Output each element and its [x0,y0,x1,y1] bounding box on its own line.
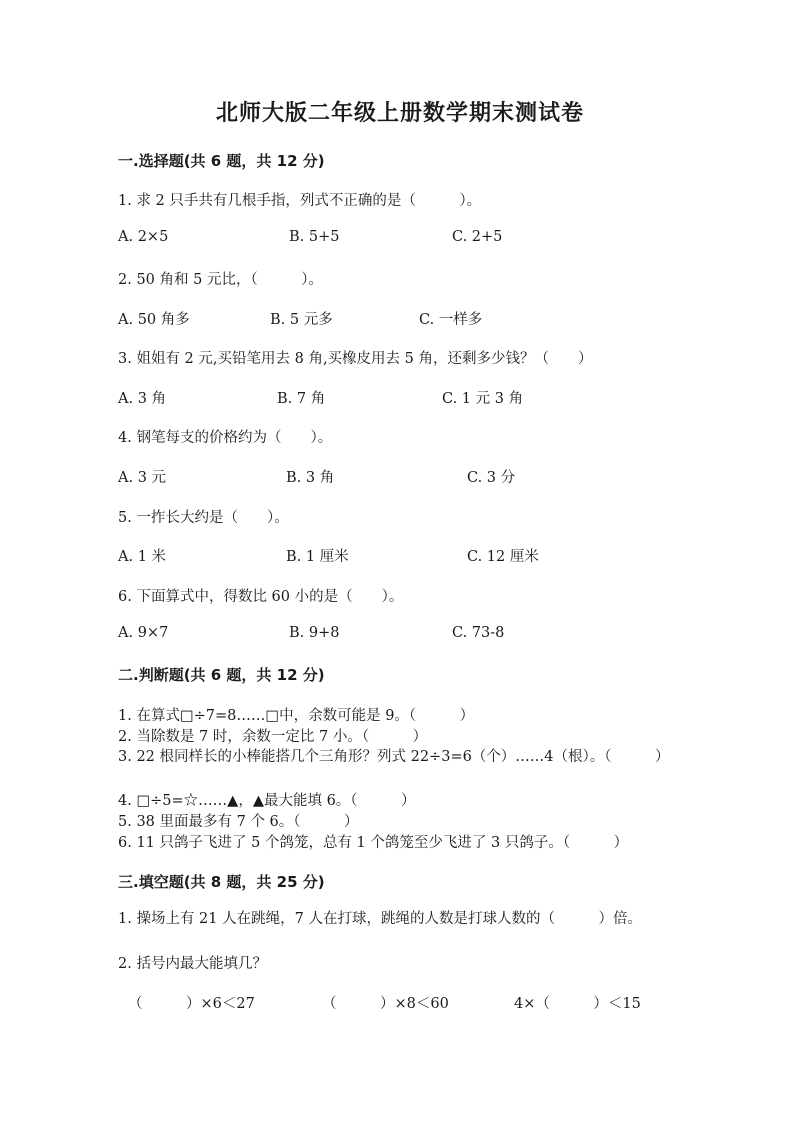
option-c: C. 3 分 [467,470,516,486]
option-c: C. 12 厘米 [467,549,539,565]
question-text: 5. 一拃长大约是（ ）。 [118,510,289,526]
section-heading-fill: 三.填空题(共 8 题，共 25 分) [118,873,325,891]
section-heading-choice: 一.选择题(共 6 题，共 12 分) [118,152,325,170]
option-a: A. 9×7 [118,625,169,641]
section-heading-judge: 二.判断题(共 6 题，共 12 分) [118,666,325,684]
option-c: C. 2+5 [452,229,503,245]
judge-item: 3. 22 根同样长的小棒能搭几个三角形？列式 22÷3=6（个）……4（根）。（ ） [118,749,670,765]
fill-item: 1. 操场上有 21 人在跳绳，7 人在打球，跳绳的人数是打球人数的（ ）倍。 [118,911,642,927]
option-a: A. 2×5 [118,229,169,245]
option-a: A. 50 角多 [118,312,190,328]
question-text: 2. 50 角和 5 元比，（ ）。 [118,272,323,288]
judge-item: 6. 11 只鸽子飞进了 5 个鸽笼，总有 1 个鸽笼至少飞进了 3 只鸽子。（ ） [118,835,629,851]
fill-blank-expression: 4×（ ）＜15 [514,996,641,1012]
question-text: 1. 求 2 只手共有几根手指，列式不正确的是（ ）。 [118,193,482,209]
question-text: 4. 钢笔每支的价格约为（ ）。 [118,430,333,446]
question-text: 6. 下面算式中，得数比 60 小的是（ ）。 [118,589,404,605]
fill-item: 2. 括号内最大能填几？ [118,956,267,972]
question-text: 3. 姐姐有 2 元,买铅笔用去 8 角,买橡皮用去 5 角，还剩多少钱？（ ） [118,351,593,367]
option-b: B. 7 角 [277,391,326,407]
judge-item: 5. 38 里面最多有 7 个 6。（ ） [118,814,359,830]
option-c: C. 一样多 [419,312,483,328]
judge-item: 1. 在算式□÷7=8……□中，余数可能是 9。（ ） [118,708,475,724]
option-b: B. 3 角 [286,470,335,486]
judge-item: 4. □÷5=☆……▲，▲最大能填 6。（ ） [118,793,416,809]
option-a: A. 3 元 [118,470,167,486]
judge-item: 2. 当除数是 7 时，余数一定比 7 小。（ ） [118,729,428,745]
option-a: A. 3 角 [118,391,167,407]
option-b: B. 5 元多 [270,312,333,328]
fill-blank-expression: （ ）×8＜60 [322,996,449,1012]
fill-blank-expression: （ ）×6＜27 [128,996,255,1012]
option-c: C. 73-8 [452,625,505,641]
option-b: B. 9+8 [289,625,340,641]
option-c: C. 1 元 3 角 [442,391,524,407]
option-b: B. 1 厘米 [286,549,349,565]
option-a: A. 1 米 [118,549,167,565]
option-b: B. 5+5 [289,229,340,245]
page-title: 北师大版二年级上册数学期末测试卷 [215,100,584,126]
